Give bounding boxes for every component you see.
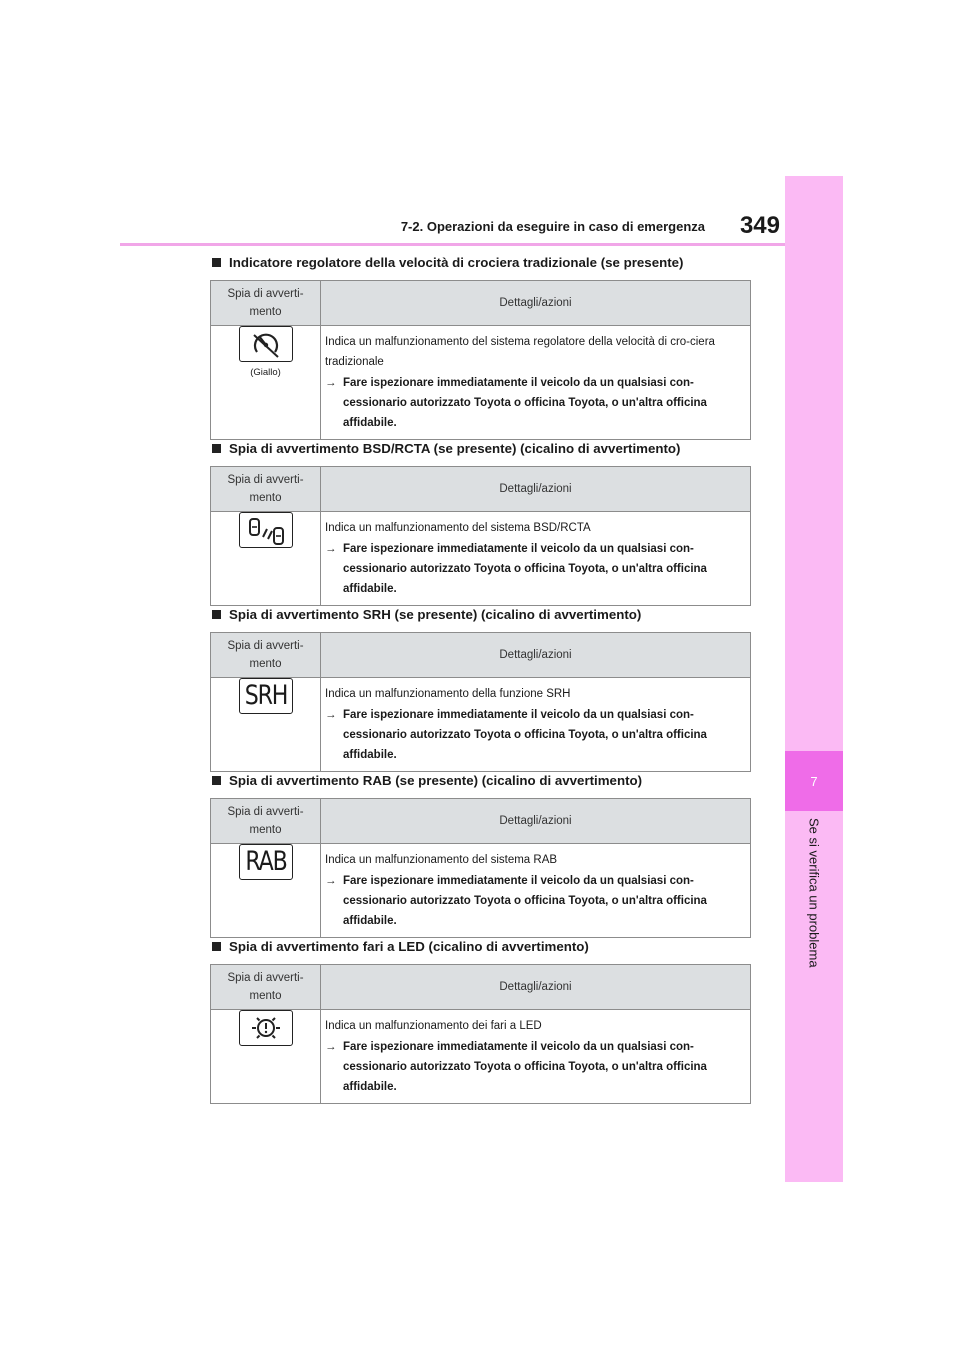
malfunction-description: Indica un malfunzionamento del sistema RAB bbox=[325, 854, 558, 866]
action-text: Fare ispezionare immediatamente il veicolo da un qualsiasi con-cessionario autorizzato Toyota o officina Toyota, o un'altra officina affidabile. bbox=[343, 377, 707, 429]
chapter-number-tab[interactable] bbox=[785, 751, 843, 811]
warning-table-cruise-control bbox=[210, 280, 751, 440]
section-title-led-headlights bbox=[212, 939, 589, 954]
chapter-side-band bbox=[785, 176, 843, 1182]
icon-label: SRH bbox=[244, 680, 287, 711]
warning-icon-cell bbox=[211, 512, 321, 606]
arrow-icon: → bbox=[325, 1041, 337, 1053]
square-bullet-icon bbox=[212, 942, 221, 951]
icon-label: RAB bbox=[244, 846, 287, 877]
section-title-cruise-control bbox=[212, 255, 683, 270]
column-header-warning-light: Spia di avverti- mento bbox=[211, 633, 321, 678]
section-title-text: Spia di avvertimento RAB (se presente) (cicalino di avvertimento) bbox=[229, 773, 643, 788]
section-title-bsd-rcta bbox=[212, 441, 680, 456]
section-title-text: Indicatore regolatore della velocità di crociera tradizionale (se presente) bbox=[229, 255, 684, 270]
malfunction-description: Indica un malfunzionamento del sistema BSD/RCTA bbox=[325, 522, 591, 534]
warning-table-srh bbox=[210, 632, 751, 772]
column-header-warning-light: Spia di avverti- mento bbox=[211, 965, 321, 1010]
warning-icon-cell bbox=[211, 326, 321, 440]
action-text: Fare ispezionare immediatamente il veicolo da un qualsiasi con-cessionario autorizzato Toyota o officina Toyota, o un'altra officina affidabile. bbox=[343, 875, 707, 927]
column-header-details: Dettagli/azioni bbox=[321, 633, 751, 678]
action-text: Fare ispezionare immediatamente il veicolo da un qualsiasi con-cessionario autorizzato Toyota o officina Toyota, o un'altra officina affidabile. bbox=[343, 709, 707, 761]
icon-color-caption: (Giallo) bbox=[250, 367, 281, 378]
details-cell bbox=[321, 678, 751, 772]
details-cell bbox=[321, 512, 751, 606]
bsd-rcta-icon bbox=[239, 512, 293, 548]
details-cell bbox=[321, 326, 751, 440]
column-header-details: Dettagli/azioni bbox=[321, 467, 751, 512]
column-header-warning-light: Spia di avverti- mento bbox=[211, 799, 321, 844]
page-number: 349 bbox=[739, 212, 780, 239]
section-title-rab bbox=[212, 773, 642, 788]
details-cell bbox=[321, 1010, 751, 1104]
warning-table-rab bbox=[210, 798, 751, 938]
section-title-text: Spia di avvertimento BSD/RCTA (se presente) (cicalino di avvertimento) bbox=[229, 441, 681, 456]
action-text: Fare ispezionare immediatamente il veicolo da un qualsiasi con-cessionario autorizzato Toyota o officina Toyota, o un'altra officina affidabile. bbox=[343, 543, 707, 595]
warning-table-bsd-rcta bbox=[210, 466, 751, 606]
warning-icon-cell bbox=[211, 844, 321, 938]
square-bullet-icon bbox=[212, 776, 221, 785]
arrow-icon: → bbox=[325, 875, 337, 887]
column-header-warning-light: Spia di avverti- mento bbox=[211, 467, 321, 512]
action-text: Fare ispezionare immediatamente il veicolo da un qualsiasi con-cessionario autorizzato Toyota o officina Toyota, o un'altra officina affidabile. bbox=[343, 1041, 707, 1093]
warning-icon-cell bbox=[211, 678, 321, 772]
led-headlight-warning-icon bbox=[239, 1010, 293, 1046]
section-title-text: Spia di avvertimento fari a LED (cicalino di avvertimento) bbox=[229, 939, 589, 954]
srh-icon bbox=[239, 678, 293, 714]
malfunction-description: Indica un malfunzionamento dei fari a LED bbox=[325, 1020, 542, 1032]
cruise-control-icon bbox=[239, 326, 293, 362]
column-header-warning-light: Spia di avverti- mento bbox=[211, 281, 321, 326]
column-header-details: Dettagli/azioni bbox=[321, 281, 751, 326]
warning-table-led-headlights bbox=[210, 964, 751, 1104]
warning-icon-cell bbox=[211, 1010, 321, 1104]
malfunction-description: Indica un malfunzionamento del sistema regolatore della velocità di cro-ciera tradizionale bbox=[325, 336, 715, 368]
section-title-srh bbox=[212, 607, 641, 622]
page-header-title: 7-2. Operazioni da eseguire in caso di emergenza bbox=[400, 219, 705, 234]
column-header-details: Dettagli/azioni bbox=[321, 965, 751, 1010]
square-bullet-icon bbox=[212, 444, 221, 453]
details-cell bbox=[321, 844, 751, 938]
square-bullet-icon bbox=[212, 258, 221, 267]
malfunction-description: Indica un malfunzionamento della funzione SRH bbox=[325, 688, 571, 700]
arrow-icon: → bbox=[325, 377, 337, 389]
arrow-icon: → bbox=[325, 543, 337, 555]
header-rule bbox=[120, 243, 785, 246]
arrow-icon: → bbox=[325, 709, 337, 721]
chapter-title: Se si verifica un problema bbox=[806, 818, 822, 968]
square-bullet-icon bbox=[212, 610, 221, 619]
section-title-text: Spia di avvertimento SRH (se presente) (cicalino di avvertimento) bbox=[229, 607, 642, 622]
rab-icon bbox=[239, 844, 293, 880]
chapter-number: 7 bbox=[810, 773, 818, 789]
column-header-details: Dettagli/azioni bbox=[321, 799, 751, 844]
